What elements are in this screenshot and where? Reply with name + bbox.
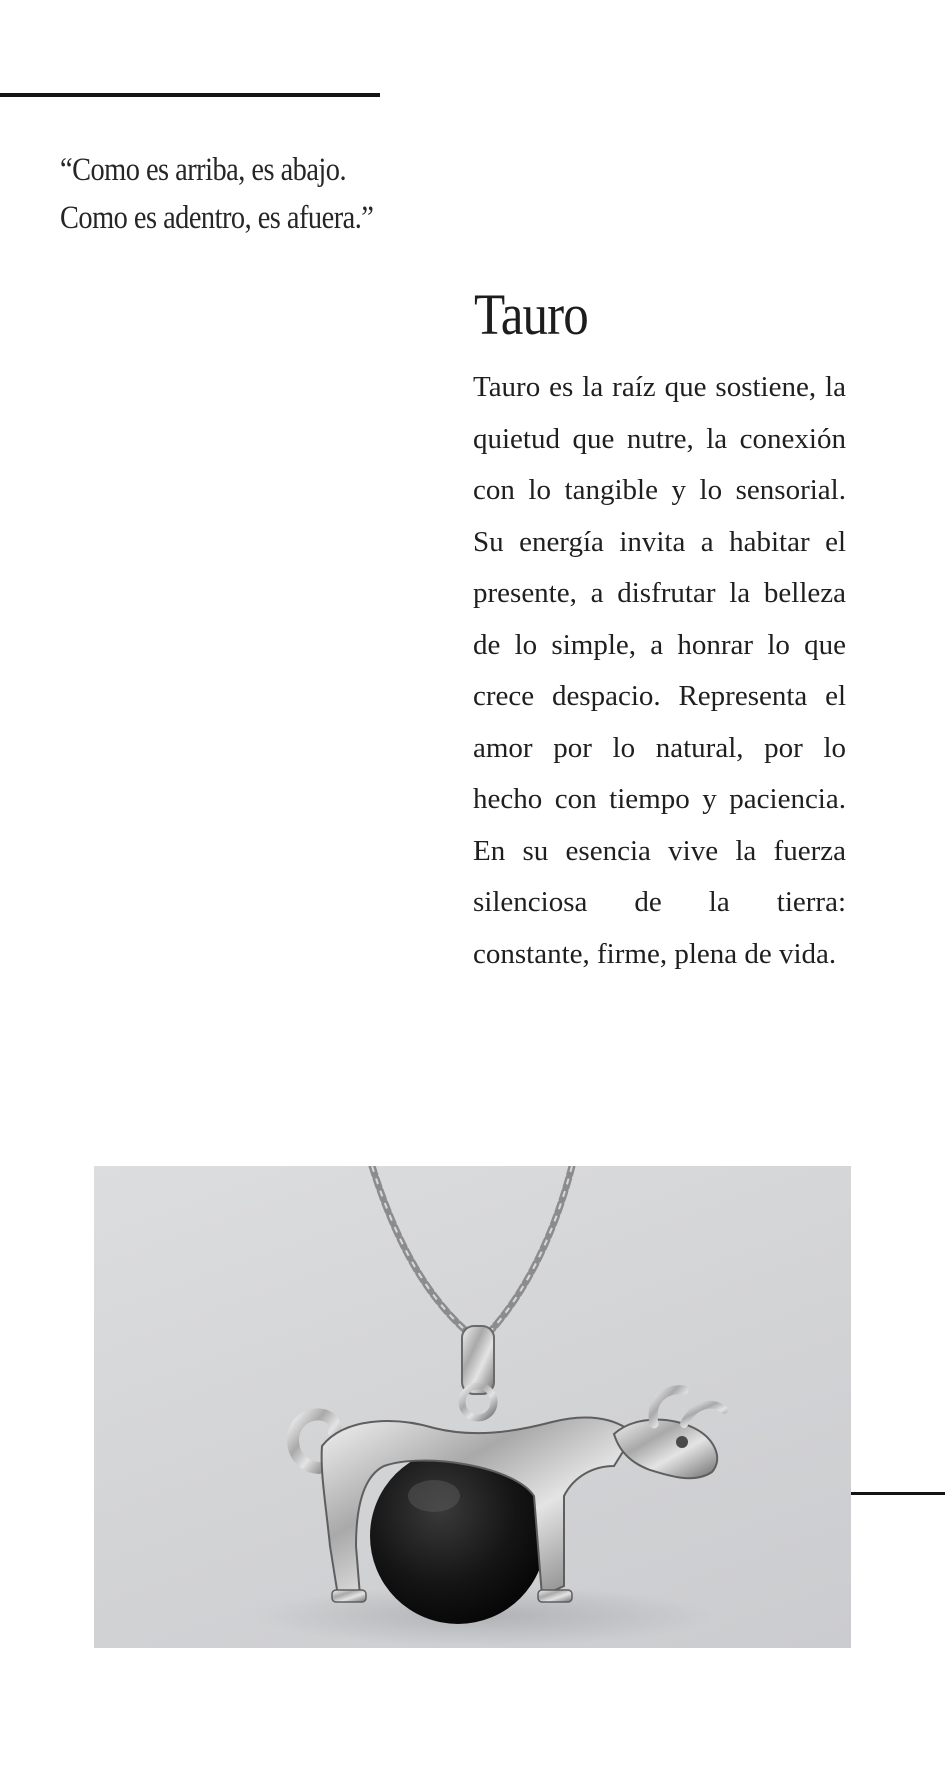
top-divider-line [0,93,380,97]
bull-pendant-illustration [94,1166,851,1648]
right-divider-line [851,1492,945,1495]
quote-line-1: “Como es arriba, es abajo. [60,152,347,188]
taurus-pendant-photo [94,1166,851,1648]
quote-line-2: Como es adentro, es afuera.” [60,200,374,236]
epigraph-quote [60,146,421,242]
chain [372,1166,572,1336]
sign-description: Tauro es la raíz que sostiene, la quietud que nutre, la conexión con lo tangible y lo sensorial. Su energía invita a habitar el presente, a disfrutar la belleza de lo simple, a honrar lo que crece despacio. Representa el amor por lo natural, por lo hecho con tiempo y paciencia. En su esencia vive la fuerza silenciosa de la tierra: constante, firme, plena de vida. [473,371,846,970]
sign-title: Tauro [474,282,588,347]
